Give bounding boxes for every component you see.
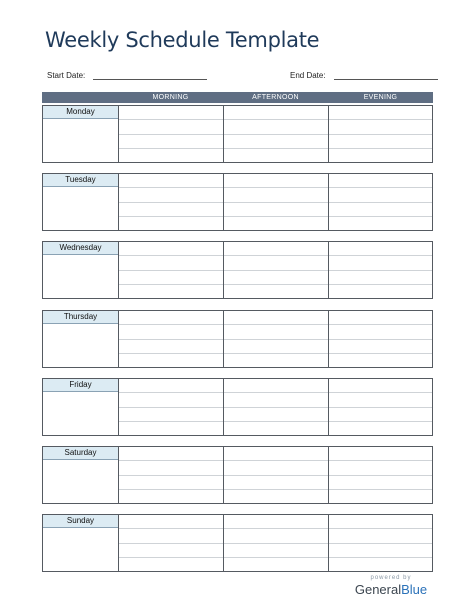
footer-brand (352, 575, 430, 597)
brand-name-part2: Blue (401, 582, 428, 597)
slot-line[interactable] (224, 490, 328, 503)
slot-line[interactable] (329, 106, 432, 120)
day-column (43, 174, 119, 230)
slot-line[interactable] (224, 285, 328, 298)
slot-line[interactable] (329, 529, 432, 543)
slot-line[interactable] (329, 408, 432, 422)
slot-line[interactable] (224, 242, 328, 256)
slot-line[interactable] (224, 422, 328, 435)
day-block-tuesday (42, 173, 433, 231)
morning-slot[interactable] (119, 174, 224, 230)
slot-line[interactable] (119, 379, 223, 393)
slot-line[interactable] (329, 558, 432, 571)
day-column (43, 515, 119, 571)
morning-slot[interactable] (119, 106, 224, 162)
slot-line[interactable] (119, 447, 223, 461)
slot-line[interactable] (329, 447, 432, 461)
slot-line[interactable] (119, 106, 223, 120)
day-column (43, 379, 119, 435)
slot-line[interactable] (119, 529, 223, 543)
slot-line[interactable] (329, 354, 432, 367)
brand-logo (352, 582, 430, 597)
slot-line[interactable] (329, 188, 432, 202)
day-block-monday (42, 105, 433, 163)
slot-line[interactable] (119, 174, 223, 188)
slot-line[interactable] (119, 408, 223, 422)
slot-line[interactable] (329, 544, 432, 558)
slot-line[interactable] (119, 135, 223, 149)
slot-line[interactable] (329, 476, 432, 490)
slot-line[interactable] (329, 285, 432, 298)
day-block-sunday (42, 514, 433, 572)
slot-line[interactable] (329, 311, 432, 325)
header-afternoon: AFTERNOON (252, 94, 299, 101)
slot-line[interactable] (119, 544, 223, 558)
morning-slot[interactable] (119, 447, 224, 503)
slot-line[interactable] (224, 135, 328, 149)
slot-line[interactable] (119, 325, 223, 339)
slot-line[interactable] (224, 149, 328, 162)
slot-line[interactable] (224, 447, 328, 461)
evening-slot[interactable] (329, 242, 432, 298)
slot-line[interactable] (329, 271, 432, 285)
slot-line[interactable] (119, 203, 223, 217)
start-date-label: Start Date: (47, 71, 86, 80)
slot-line[interactable] (224, 256, 328, 270)
slot-line[interactable] (224, 476, 328, 490)
slot-line[interactable] (224, 325, 328, 339)
slot-line[interactable] (329, 340, 432, 354)
evening-slot[interactable] (329, 447, 432, 503)
page-title: Weekly Schedule Template (45, 28, 320, 52)
slot-line[interactable] (119, 188, 223, 202)
slot-line[interactable] (329, 490, 432, 503)
slot-line[interactable] (329, 379, 432, 393)
start-date-row (47, 70, 207, 80)
slot-line[interactable] (224, 529, 328, 543)
slot-line[interactable] (224, 340, 328, 354)
slot-line[interactable] (329, 203, 432, 217)
slot-line[interactable] (119, 515, 223, 529)
slot-line[interactable] (329, 242, 432, 256)
slot-line[interactable] (329, 217, 432, 230)
slot-line[interactable] (119, 311, 223, 325)
slot-line[interactable] (224, 544, 328, 558)
end-date-row (290, 70, 438, 80)
end-date-label: End Date: (290, 71, 326, 80)
slot-line[interactable] (329, 422, 432, 435)
day-label: Saturday (43, 447, 118, 460)
evening-slot[interactable] (329, 311, 432, 367)
day-block-wednesday (42, 241, 433, 299)
evening-slot[interactable] (329, 174, 432, 230)
afternoon-slot[interactable] (224, 515, 329, 571)
afternoon-slot[interactable] (224, 174, 329, 230)
slot-line[interactable] (329, 256, 432, 270)
header-morning: MORNING (152, 94, 189, 101)
slot-line[interactable] (119, 490, 223, 503)
slot-line[interactable] (224, 188, 328, 202)
slot-line[interactable] (224, 311, 328, 325)
day-label: Monday (43, 106, 118, 119)
afternoon-slot[interactable] (224, 106, 329, 162)
slot-line[interactable] (329, 325, 432, 339)
day-column (43, 106, 119, 162)
slot-line[interactable] (329, 149, 432, 162)
end-date-field[interactable] (334, 70, 438, 80)
morning-slot[interactable] (119, 311, 224, 367)
slot-line[interactable] (119, 285, 223, 298)
slot-line[interactable] (119, 461, 223, 475)
slot-line[interactable] (329, 135, 432, 149)
day-label: Friday (43, 379, 118, 392)
slot-line[interactable] (224, 379, 328, 393)
day-column (43, 242, 119, 298)
day-block-friday (42, 378, 433, 436)
slot-line[interactable] (329, 515, 432, 529)
slot-line[interactable] (224, 354, 328, 367)
powered-by-text: powered by (370, 575, 412, 581)
morning-slot[interactable] (119, 515, 224, 571)
morning-slot[interactable] (119, 379, 224, 435)
slot-line[interactable] (224, 120, 328, 134)
slot-line[interactable] (119, 422, 223, 435)
slot-line[interactable] (224, 461, 328, 475)
day-block-saturday (42, 446, 433, 504)
slot-line[interactable] (119, 271, 223, 285)
evening-slot[interactable] (329, 379, 432, 435)
slot-line[interactable] (119, 354, 223, 367)
slot-line[interactable] (224, 393, 328, 407)
header-day-spacer (42, 92, 118, 103)
slot-line[interactable] (329, 174, 432, 188)
evening-slot[interactable] (329, 106, 432, 162)
slot-line[interactable] (119, 256, 223, 270)
slot-line[interactable] (119, 242, 223, 256)
day-label: Wednesday (43, 242, 118, 255)
slot-line[interactable] (119, 476, 223, 490)
slot-line[interactable] (329, 120, 432, 134)
evening-slot[interactable] (329, 515, 432, 571)
morning-slot[interactable] (119, 242, 224, 298)
day-label: Tuesday (43, 174, 118, 187)
slot-line[interactable] (224, 106, 328, 120)
slot-line[interactable] (329, 461, 432, 475)
slot-line[interactable] (224, 174, 328, 188)
afternoon-slot[interactable] (224, 447, 329, 503)
slot-line[interactable] (224, 271, 328, 285)
column-header-bar (42, 92, 433, 103)
brand-name-part1: General (354, 582, 402, 597)
start-date-field[interactable] (93, 70, 207, 80)
header-evening: EVENING (363, 94, 398, 101)
afternoon-slot[interactable] (224, 311, 329, 367)
slot-line[interactable] (224, 203, 328, 217)
slot-line[interactable] (224, 558, 328, 571)
slot-line[interactable] (119, 340, 223, 354)
day-column (43, 311, 119, 367)
slot-line[interactable] (119, 393, 223, 407)
day-label: Thursday (43, 311, 118, 324)
slot-line[interactable] (119, 149, 223, 162)
slot-line[interactable] (224, 217, 328, 230)
afternoon-slot[interactable] (224, 379, 329, 435)
day-column (43, 447, 119, 503)
slot-line[interactable] (329, 393, 432, 407)
slot-line[interactable] (119, 217, 223, 230)
slot-line[interactable] (119, 120, 223, 134)
slot-line[interactable] (224, 515, 328, 529)
day-block-thursday (42, 310, 433, 368)
slot-line[interactable] (119, 558, 223, 571)
day-label: Sunday (43, 515, 118, 528)
slot-line[interactable] (224, 408, 328, 422)
afternoon-slot[interactable] (224, 242, 329, 298)
